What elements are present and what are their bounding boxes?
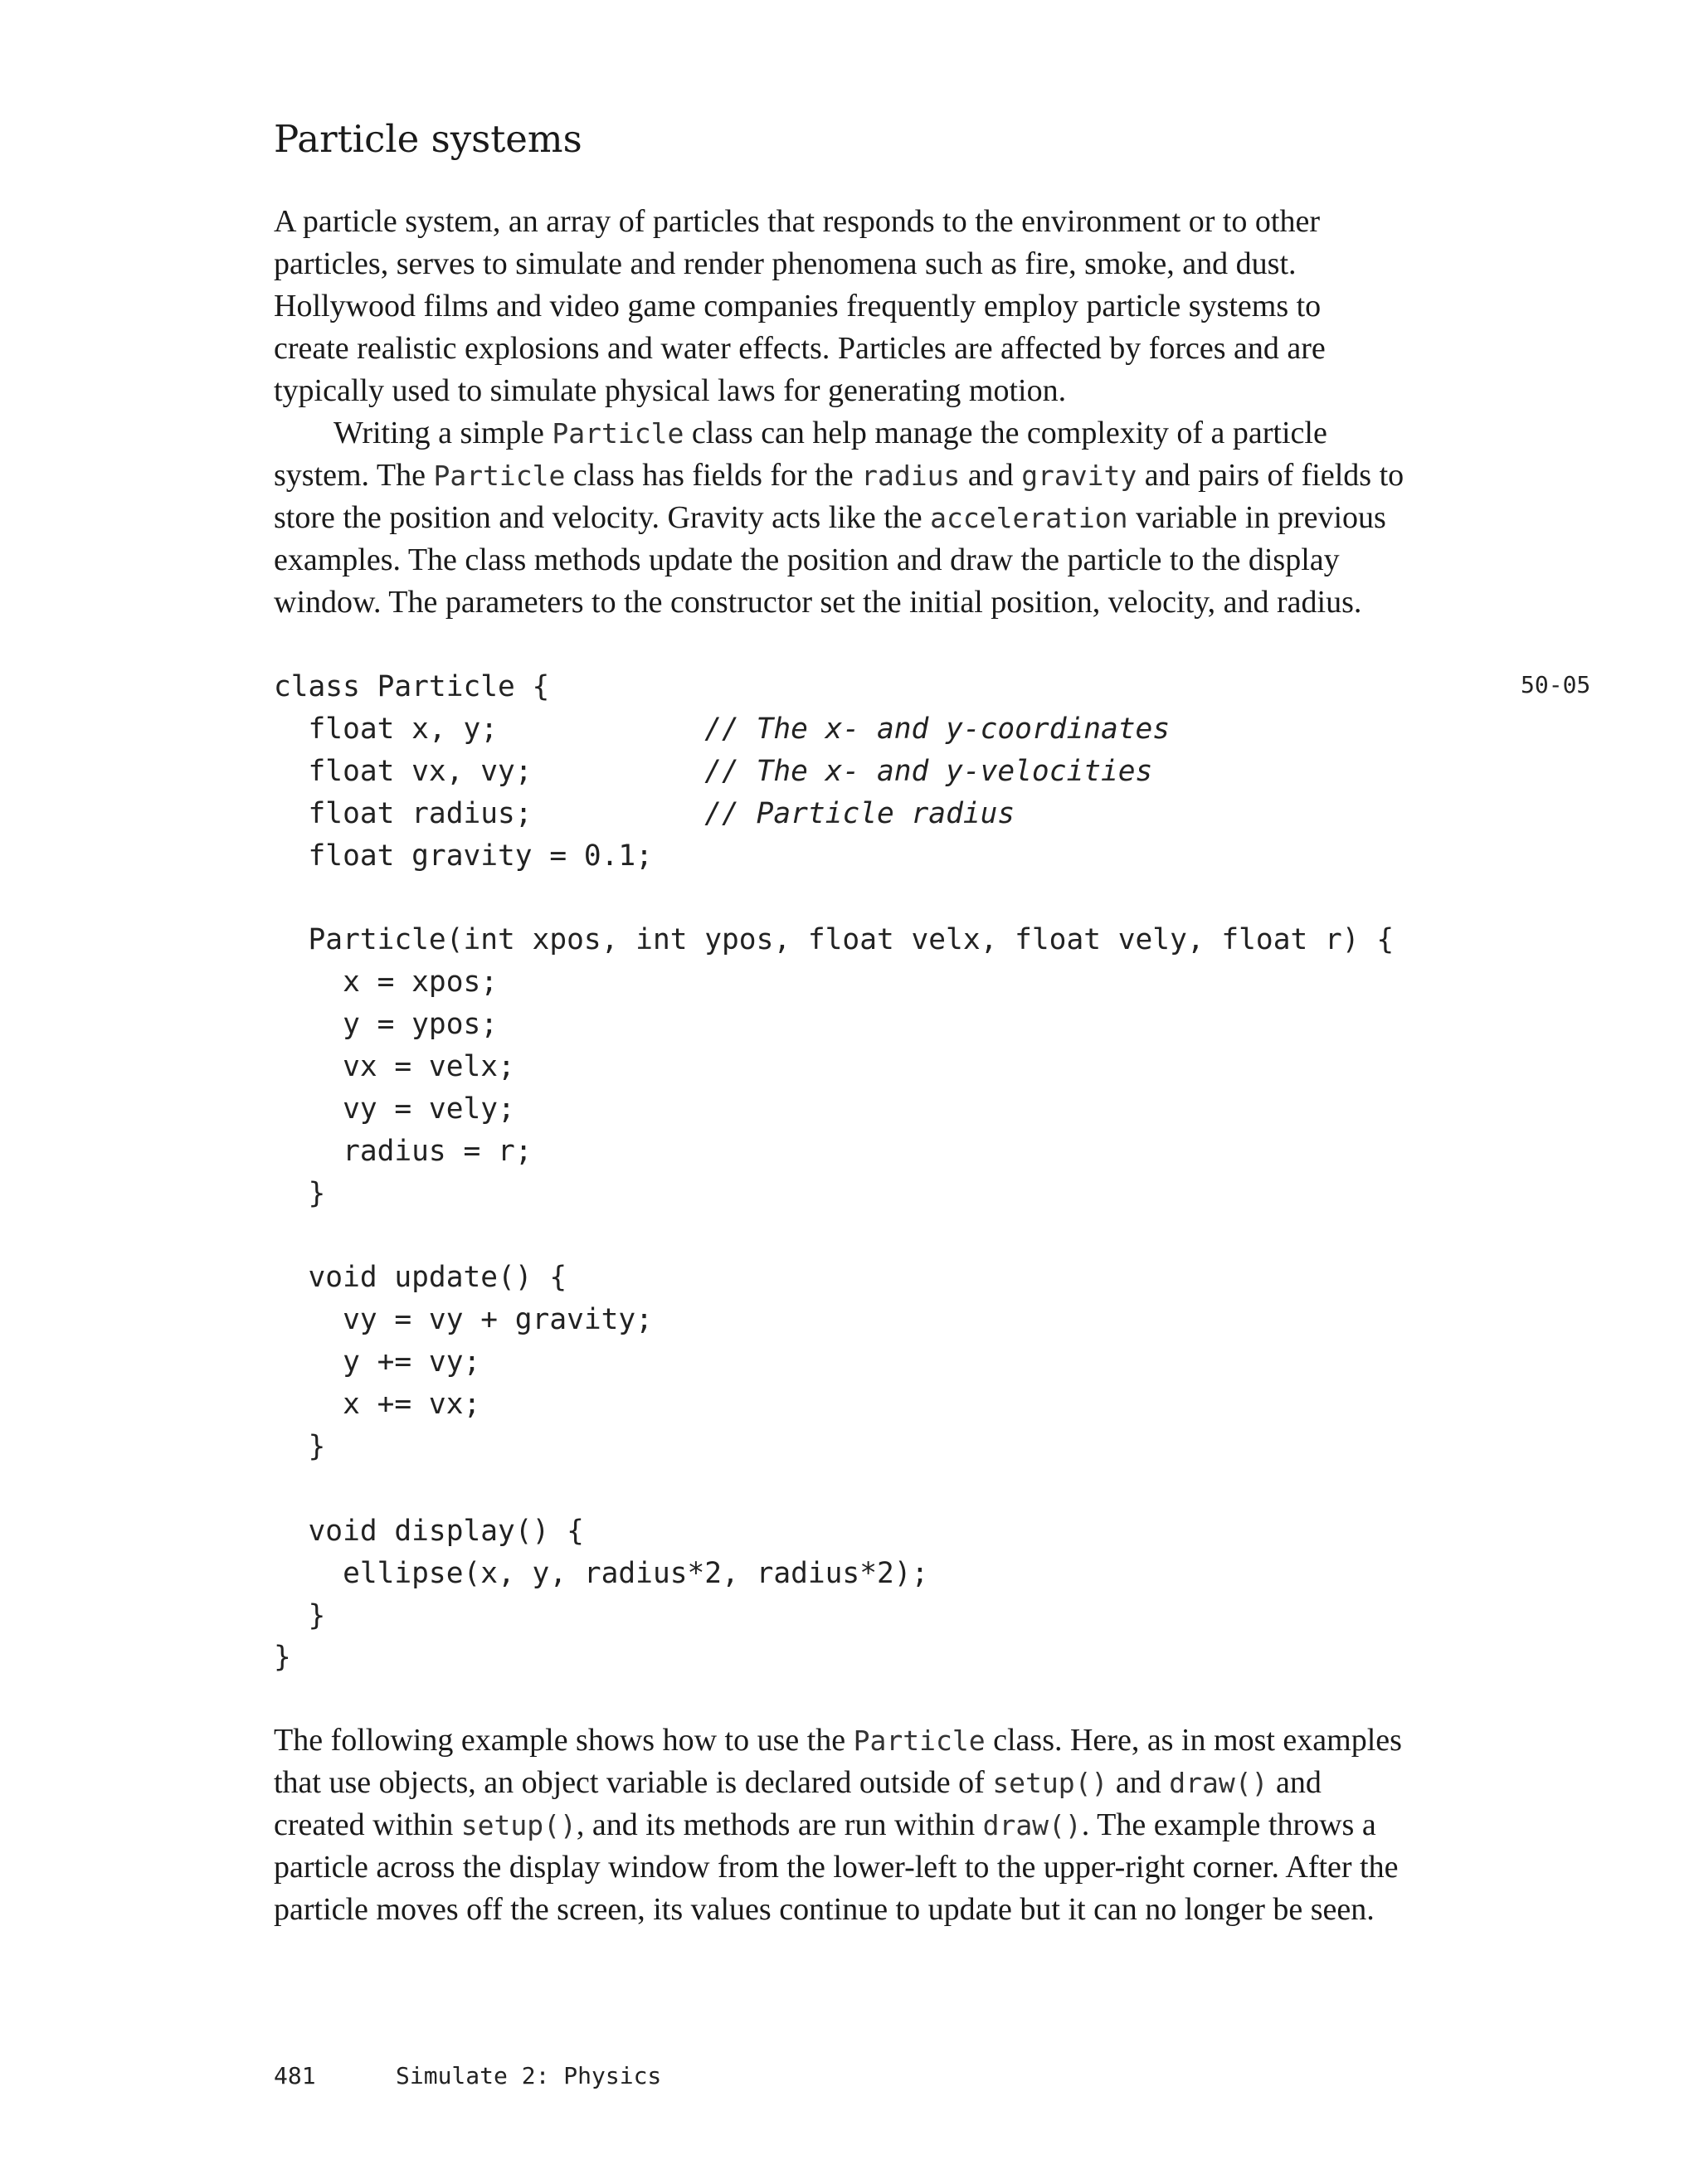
text-line xyxy=(274,1719,1535,1762)
inline-code: setup() xyxy=(992,1767,1108,1799)
code-line xyxy=(274,1637,1394,1679)
code-text: class Particle { xyxy=(274,670,550,703)
text-run: and xyxy=(1268,1765,1322,1800)
code-line xyxy=(274,1595,1394,1637)
text-run: . The example throws a xyxy=(1081,1807,1376,1842)
inline-code: draw() xyxy=(982,1809,1082,1841)
code-text: y += vy; xyxy=(274,1345,481,1379)
text-run: create realistic explosions and water effects. Particles are affected by forces and are xyxy=(274,331,1326,366)
text-run: A particle system, an array of particles that responds to the environment or to other xyxy=(274,204,1321,239)
text-run: and xyxy=(960,458,1022,493)
text-run: window. The parameters to the constructor set the initial position, velocity, and radius. xyxy=(274,585,1362,620)
inline-code: Particle xyxy=(853,1724,986,1757)
code-line xyxy=(274,919,1394,961)
inline-code: setup() xyxy=(460,1809,577,1841)
inline-code: Particle xyxy=(552,417,684,450)
text-run: class can help manage the complexity of a particle xyxy=(684,416,1327,450)
code-line xyxy=(274,1257,1394,1299)
code-text: } xyxy=(274,1598,326,1632)
text-run: , and its methods are run within xyxy=(576,1807,983,1842)
text-line xyxy=(274,1762,1535,1804)
text-line xyxy=(274,243,1535,285)
text-line xyxy=(274,581,1535,624)
intro-paragraphs xyxy=(274,201,1535,624)
code-line xyxy=(274,835,1394,878)
code-text: ellipse(x, y, radius*2, radius*2); xyxy=(274,1556,929,1590)
code-text: x += vx; xyxy=(274,1388,481,1422)
code-comment: // The x- and y-velocities xyxy=(704,754,1153,788)
code-line xyxy=(274,877,1394,919)
inline-code: draw() xyxy=(1169,1767,1268,1799)
chapter-title: Simulate 2: Physics xyxy=(396,2062,662,2089)
section-heading: Particle systems xyxy=(274,117,582,161)
code-text: } xyxy=(274,1641,291,1675)
text-run: class has fields for the xyxy=(565,458,862,493)
text-run: particle moves off the screen, its values continue to update but it can no longer be seen. xyxy=(274,1892,1375,1927)
code-line xyxy=(274,961,1394,1004)
text-line xyxy=(274,1846,1535,1889)
text-run: examples. The class methods update the position and draw the particle to the display xyxy=(274,542,1340,577)
code-text: vx = velx; xyxy=(274,1050,515,1084)
code-line xyxy=(274,1468,1394,1510)
inline-code: acceleration xyxy=(930,502,1128,534)
code-text: radius = r; xyxy=(274,1134,533,1168)
code-text: float radius; xyxy=(274,796,705,830)
text-run: variable in previous xyxy=(1127,500,1386,535)
text-run: Hollywood films and video game companies frequently employ particle systems to xyxy=(274,289,1322,323)
code-line xyxy=(274,1553,1394,1595)
code-text: void update() { xyxy=(274,1261,567,1295)
text-run: class. Here, as in most examples xyxy=(985,1723,1402,1758)
code-line xyxy=(274,1384,1394,1426)
code-line xyxy=(274,793,1394,835)
text-line xyxy=(274,455,1535,497)
text-line xyxy=(274,539,1535,581)
text-line xyxy=(274,201,1535,243)
text-run: that use objects, an object variable is declared outside of xyxy=(274,1765,993,1800)
code-line xyxy=(274,1088,1394,1131)
code-line xyxy=(274,1004,1394,1046)
code-text: float x, y; xyxy=(274,712,705,746)
code-line xyxy=(274,666,1394,708)
code-line xyxy=(274,1046,1394,1088)
code-line xyxy=(274,1341,1394,1384)
text-line xyxy=(274,1889,1535,1931)
text-run: Writing a simple xyxy=(333,416,553,450)
text-line xyxy=(274,1804,1535,1846)
code-line xyxy=(274,1131,1394,1173)
text-line xyxy=(274,497,1535,539)
code-line xyxy=(274,751,1394,793)
inline-code: radius xyxy=(861,460,961,492)
code-line xyxy=(274,1426,1394,1468)
code-text: } xyxy=(274,1176,326,1210)
text-run: particle across the display window from the lower-left to the upper-right corner. After the xyxy=(274,1850,1399,1885)
text-line xyxy=(274,412,1535,455)
text-run: The following example shows how to use the xyxy=(274,1723,854,1758)
code-text: void display() { xyxy=(274,1514,584,1548)
code-line xyxy=(274,708,1394,751)
page-number: 481 xyxy=(274,2062,316,2089)
text-line xyxy=(274,328,1535,370)
text-run: and pairs of fields to xyxy=(1137,458,1404,493)
usage-paragraph xyxy=(274,1719,1535,1931)
inline-code: gravity xyxy=(1021,460,1137,492)
example-number: 50-05 xyxy=(1521,671,1591,698)
text-line xyxy=(274,370,1535,412)
code-text: float gravity = 0.1; xyxy=(274,839,653,873)
text-run: created within xyxy=(274,1807,461,1842)
text-run: store the position and velocity. Gravity acts like the xyxy=(274,500,931,535)
text-run: and xyxy=(1108,1765,1170,1800)
code-line xyxy=(274,1510,1394,1553)
code-text: float vx, vy; xyxy=(274,754,705,788)
code-text: } xyxy=(274,1430,326,1464)
code-comment: // The x- and y-coordinates xyxy=(704,712,1171,746)
code-text: vy = vy + gravity; xyxy=(274,1303,653,1337)
code-comment: // Particle radius xyxy=(704,796,1015,830)
code-line xyxy=(274,1299,1394,1341)
code-text: y = ypos; xyxy=(274,1008,499,1042)
code-text: Particle(int xpos, int ypos, float velx, float vely, float r) { xyxy=(274,923,1395,957)
text-run: system. The xyxy=(274,458,434,493)
text-run: typically used to simulate physical laws for generating motion. xyxy=(274,373,1067,408)
text-line xyxy=(274,285,1535,328)
code-text: x = xpos; xyxy=(274,966,499,1000)
code-line xyxy=(274,1173,1394,1215)
inline-code: Particle xyxy=(433,460,566,492)
code-text: vy = vely; xyxy=(274,1092,515,1126)
code-line xyxy=(274,1215,1394,1257)
text-run: particles, serves to simulate and render phenomena such as fire, smoke, and dust. xyxy=(274,246,1297,281)
code-listing xyxy=(274,666,1394,1679)
